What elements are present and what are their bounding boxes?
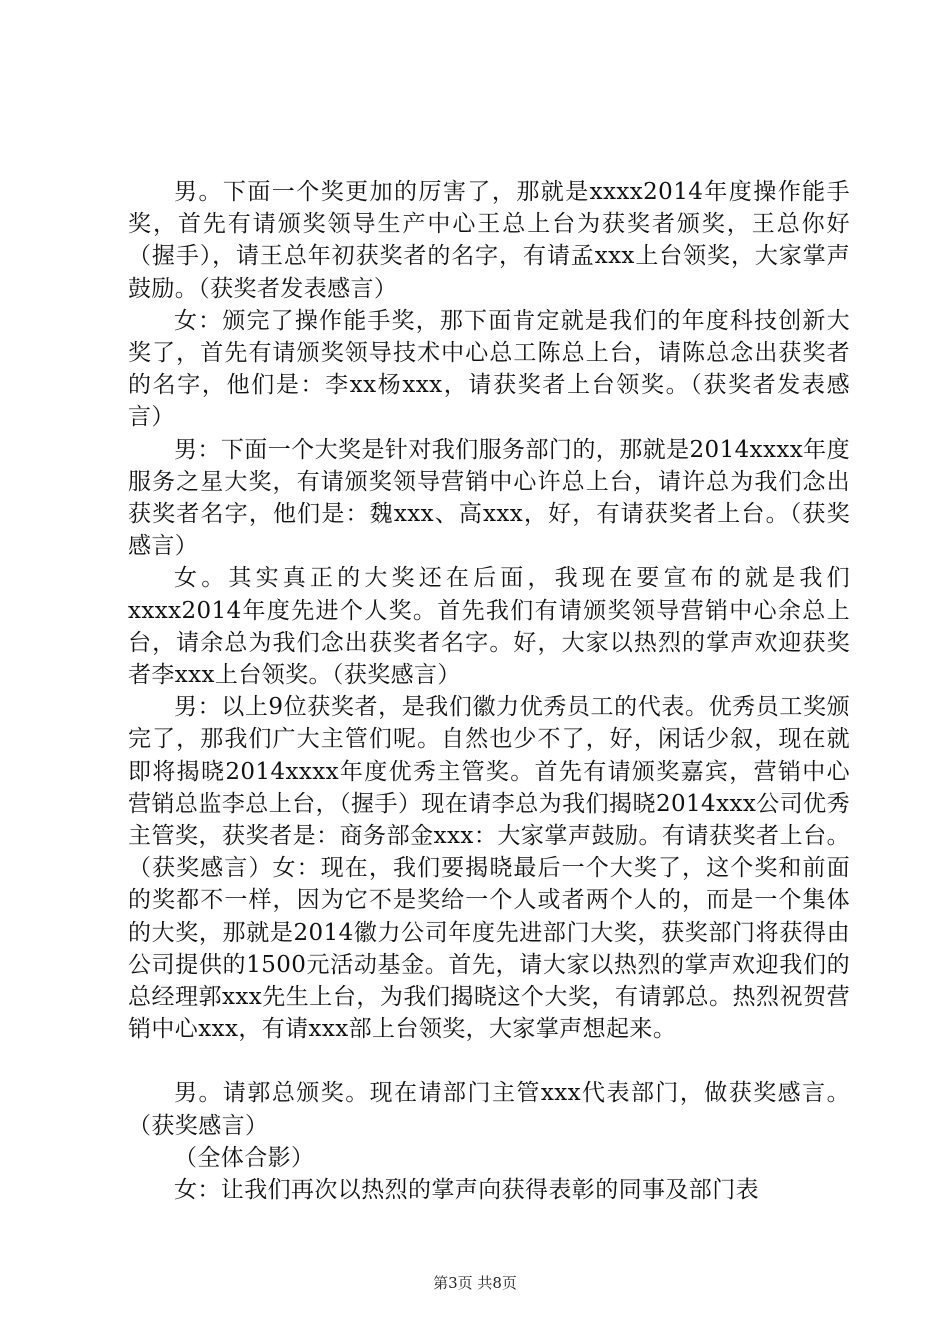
paragraph-innovation-award: 女：颁完了操作能手奖，那下面肯定就是我们的年度科技创新大奖了，首先有请颁奖领导技术中心总工陈总上台，请陈总念出获奖者的名字，他们是：李xx杨xxx，请获奖者上台领奖。（获奖者发表感言） (128, 307, 850, 431)
paragraph-advanced-individual-award: 女。其实真正的大奖还在后面，我现在要宣布的就是我们xxxx2014年度先进个人奖。首先我们有请颁奖领导营销中心余总上台，请余总为我们念出获奖者名字。好，大家以热烈的掌声欢迎获奖者李xxx上台领奖。（获奖感言） (128, 565, 850, 689)
paragraph-group-photo: （全体合影） (174, 1144, 315, 1171)
paragraph-closing: 女：让我们再次以热烈的掌声向获得表彰的同事及部门表 (174, 1177, 759, 1204)
paragraph-operation-award: 男。下面一个奖更加的厉害了，那就是xxxx2014年度操作能手奖，首先有请颁奖领导生产中心王总上台为获奖者颁奖，王总你好（握手），请王总年初获奖者的名字，有请孟xxx上台领奖，大家掌声鼓励。（获奖者发表感言） (128, 179, 850, 302)
paragraph-service-star-award: 男：下面一个大奖是针对我们服务部门的，那就是2014xxxx年度服务之星大奖，有请颁奖领导营销中心许总上台，请许总为我们念出获奖者名字，他们是：魏xxx、高xxx，好，有请获奖者上台。（获奖感言） (128, 436, 850, 560)
paragraph-department-speech: 男。请郭总颁奖。现在请部门主管xxx代表部门，做获奖感言。（获奖感言） (128, 1080, 850, 1139)
document-body (128, 176, 850, 1206)
page-number-footer: 第3页 共8页 (433, 1274, 517, 1292)
paragraph-supervisor-and-department-award: 男：以上9位获奖者，是我们徽力优秀员工的代表。优秀员工奖颁完了，那我们广大主管们呢。自然也少不了，好，闲话少叙，现在就即将揭晓2014xxxx年度优秀主管奖。首先有请颁奖嘉宾，营销中心营销总监李总上台，（握手）现在请李总为我们揭晓2014xxx公司优秀主管奖，获奖者是：商务部金xxx：大家掌声鼓励。有请获奖者上台。（获奖感言）女：现在，我们要揭晓最后一个大奖了，这个奖和前面的奖都不一样，因为它不是奖给一个人或者两个人的，而是一个集体的大奖，那就是2014徽力公司年度先进部门大奖，获奖部门将获得由公司提供的1500元活动基金。首先，请大家以热烈的掌声欢迎我们的总经理郭xxx先生上台，为我们揭晓这个大奖，有请郭总。热烈祝贺营销中心xxx，有请xxx部上台领奖，大家掌声想起来。 (128, 694, 850, 1043)
